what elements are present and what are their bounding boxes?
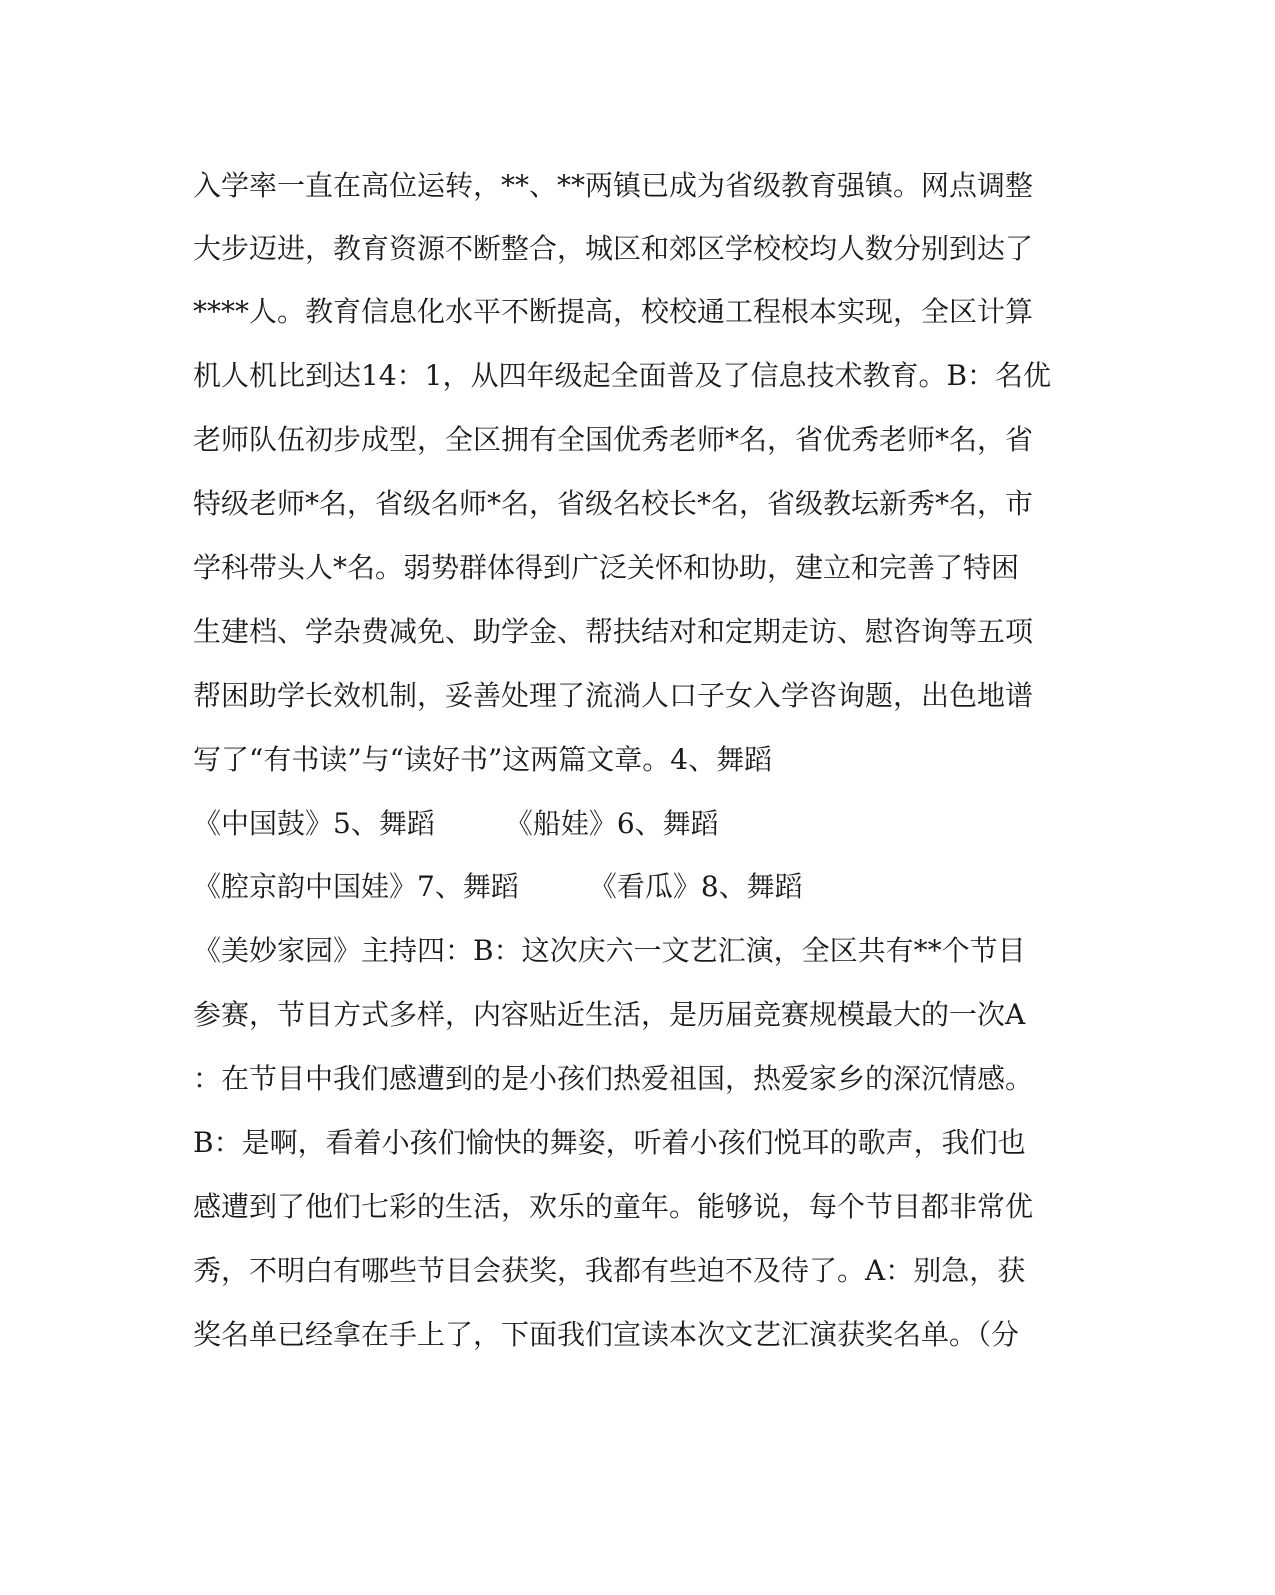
body-text-line: 帮困助学长效机制，妥善处理了流淌人口子女入学咨询题，出色地谱: [193, 679, 1034, 712]
body-text-line: 生建档、学杂费减免、助学金、帮扶结对和定期走访、慰咨询等五项: [193, 615, 1034, 648]
body-text-line: ：在节目中我们感遭到的是小孩们热爱祖国，热爱家乡的深沉情感。: [193, 1062, 1034, 1095]
body-text-line: 感遭到了他们七彩的生活，欢乐的童年。能够说，每个节目都非常优: [193, 1190, 1034, 1223]
program-line: 《腔京韵中国娃》7、舞蹈 《看瓜》8、舞蹈: [193, 870, 803, 903]
body-text-line: 学科带头人*名。弱势群体得到广泛关怀和协助，建立和完善了特困: [193, 551, 1020, 584]
body-text-line: 参赛，节目方式多样，内容贴近生活，是历届竞赛规模最大的一次A: [193, 998, 1026, 1031]
body-text-line: 老师队伍初步成型，全区拥有全国优秀老师*名，省优秀老师*名，省: [193, 423, 1034, 456]
body-text-line: 秀，不明白有哪些节目会获奖，我都有些迫不及待了。A：别急，获: [193, 1254, 1026, 1287]
program-line: 《中国鼓》5、舞蹈 《船娃》6、舞蹈: [193, 807, 719, 840]
body-text-line: 机人机比到达14：1，从四年级起全面普及了信息技术教育。B：名优: [193, 359, 1052, 392]
body-text-line: B：是啊，看着小孩们愉快的舞姿，听着小孩们悦耳的歌声，我们也: [193, 1126, 1026, 1159]
body-text-line: 大步迈进，教育资源不断整合，城区和郊区学校校均人数分别到达了: [193, 232, 1034, 265]
body-text-line: 奖名单已经拿在手上了，下面我们宣读本次文艺汇演获奖名单。（分: [193, 1318, 1020, 1351]
body-text-line: ****人。教育信息化水平不断提高，校校通工程根本实现，全区计算: [193, 295, 1034, 328]
body-text-line: 入学率一直在高位运转，**、**两镇已成为省级教育强镇。网点调整: [193, 169, 1034, 202]
body-text-line: 特级老师*名，省级名师*名，省级名校长*名，省级教坛新秀*名，市: [193, 487, 1034, 520]
body-text-line: 写了“有书读”与“读好书”这两篇文章。4、舞蹈: [193, 743, 773, 776]
body-text-line: 《美妙家园》主持四：B：这次庆六一文艺汇演，全区共有**个节目: [193, 934, 1026, 967]
